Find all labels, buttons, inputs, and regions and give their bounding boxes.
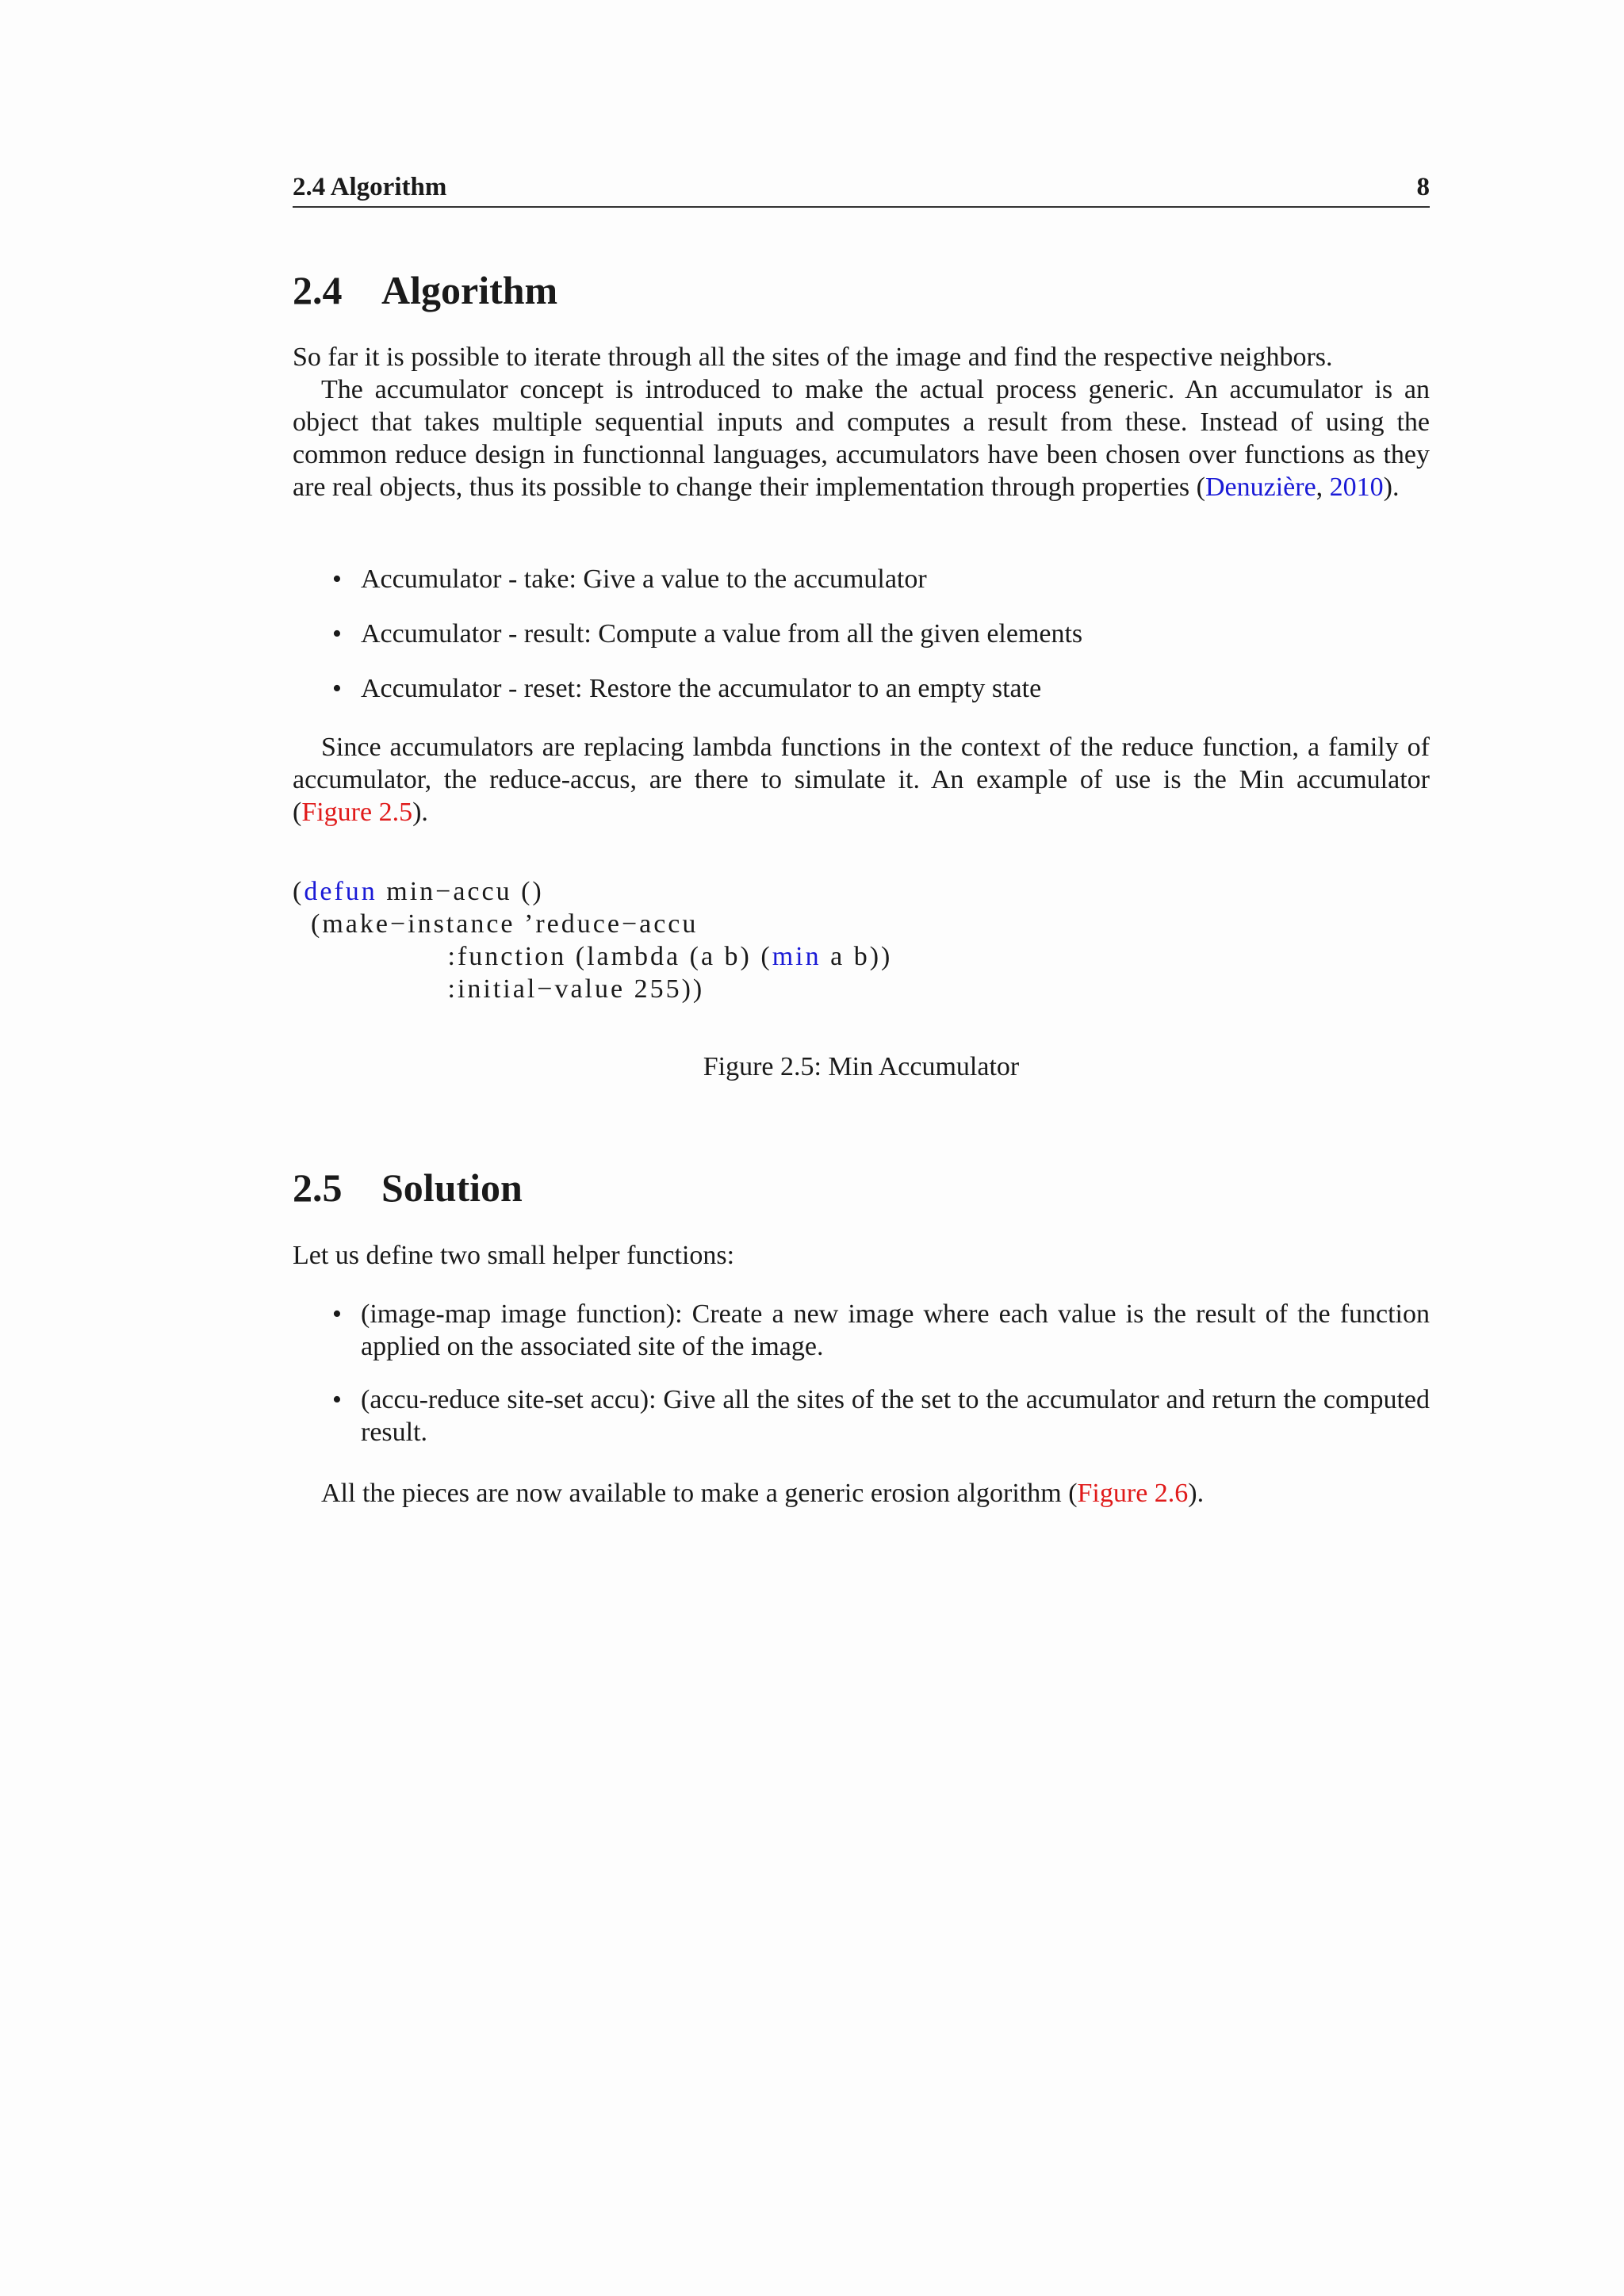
running-header [293, 171, 1430, 208]
code-token: ( [293, 877, 304, 906]
citation-separator: , [1316, 473, 1330, 502]
paragraph-end: ). [412, 798, 428, 827]
list-item-text: (accu-reduce site-set accu): Give all the sites of the set to the accumulator and return the computed result. [361, 1385, 1430, 1447]
code-keyword: defun [304, 877, 377, 906]
section-heading-algorithm [293, 266, 557, 314]
paragraph-reduce-accus [293, 731, 1430, 828]
paragraph-erosion [293, 1477, 1430, 1510]
list-item-text: Accumulator - take: Give a value to the accumulator [361, 564, 927, 594]
bullet-icon: • [332, 1299, 342, 1329]
section-title: Algorithm [381, 268, 558, 312]
page-number: 8 [1416, 173, 1430, 201]
code-line [293, 940, 892, 973]
paragraph-text: All the pieces are now available to make a generic erosion algorithm ( [321, 1479, 1078, 1508]
list-item-text: Accumulator - reset: Restore the accumulator to an empty state [361, 674, 1042, 703]
paragraph-end: ). [1188, 1479, 1205, 1508]
paragraph-intro: So far it is possible to iterate through all the sites of the image and find the respective neighbors. [293, 342, 1333, 372]
list-item [293, 672, 1430, 705]
code-line: :initial−value 255)) [293, 974, 705, 1004]
section-number: 2.4 [293, 268, 343, 312]
list-item [293, 1383, 1430, 1448]
bullet-icon: • [332, 1385, 342, 1414]
paragraph-text: The accumulator concept is introduced to make the actual process generic. An accumulator is an object that takes multiple sequential inputs and computes a result from these. Instead of using the common reduce design in functionnal languages, accumulators have been chosen over functions as they are real objects, thus its possible to change their implementation through properties ( [293, 375, 1430, 502]
section-number: 2.5 [293, 1165, 343, 1210]
code-line: (make−instance ’reduce−accu [293, 909, 699, 939]
list-item-text: Accumulator - result: Compute a value from all the given elements [361, 619, 1083, 649]
figure-ref-link[interactable]: Figure 2.6 [1077, 1479, 1189, 1508]
paragraph-accumulator-concept [293, 373, 1430, 503]
code-keyword: min [772, 942, 822, 971]
list-item-text: (image-map image function): Create a new image where each value is the result of the function applied on the associated site of the image. [361, 1299, 1430, 1361]
running-header-section: 2.4 Algorithm [293, 173, 447, 201]
paragraph-end: ). [1383, 473, 1400, 502]
citation-author-link[interactable]: Denuzière [1205, 473, 1316, 502]
code-token: a b)) [821, 942, 893, 971]
citation-year-link[interactable]: 2010 [1329, 473, 1384, 502]
accumulator-methods-list [293, 563, 1430, 705]
list-item [293, 563, 1430, 595]
paragraph-helpers-intro: Let us define two small helper functions: [293, 1241, 735, 1270]
list-item [293, 618, 1430, 650]
code-listing [293, 875, 892, 1005]
figure-ref-link[interactable]: Figure 2.5 [301, 798, 413, 827]
bullet-icon: • [332, 619, 342, 649]
helper-functions-list [293, 1298, 1430, 1448]
bullet-icon: • [332, 674, 342, 703]
list-item [293, 1298, 1430, 1363]
bullet-icon: • [332, 564, 342, 594]
code-token: :function (lambda (a b) ( [293, 942, 772, 971]
code-token: min−accu () [377, 877, 544, 906]
figure-caption: Figure 2.5: Min Accumulator [703, 1052, 1020, 1081]
section-heading-solution [293, 1164, 523, 1211]
paragraph-text: Since accumulators are replacing lambda functions in the context of the reduce function, a family of accumulator, the reduce-accus, are there to simulate it. An example of use is the Min accumulator ( [293, 733, 1430, 827]
code-line [293, 875, 892, 908]
section-title: Solution [381, 1165, 523, 1210]
